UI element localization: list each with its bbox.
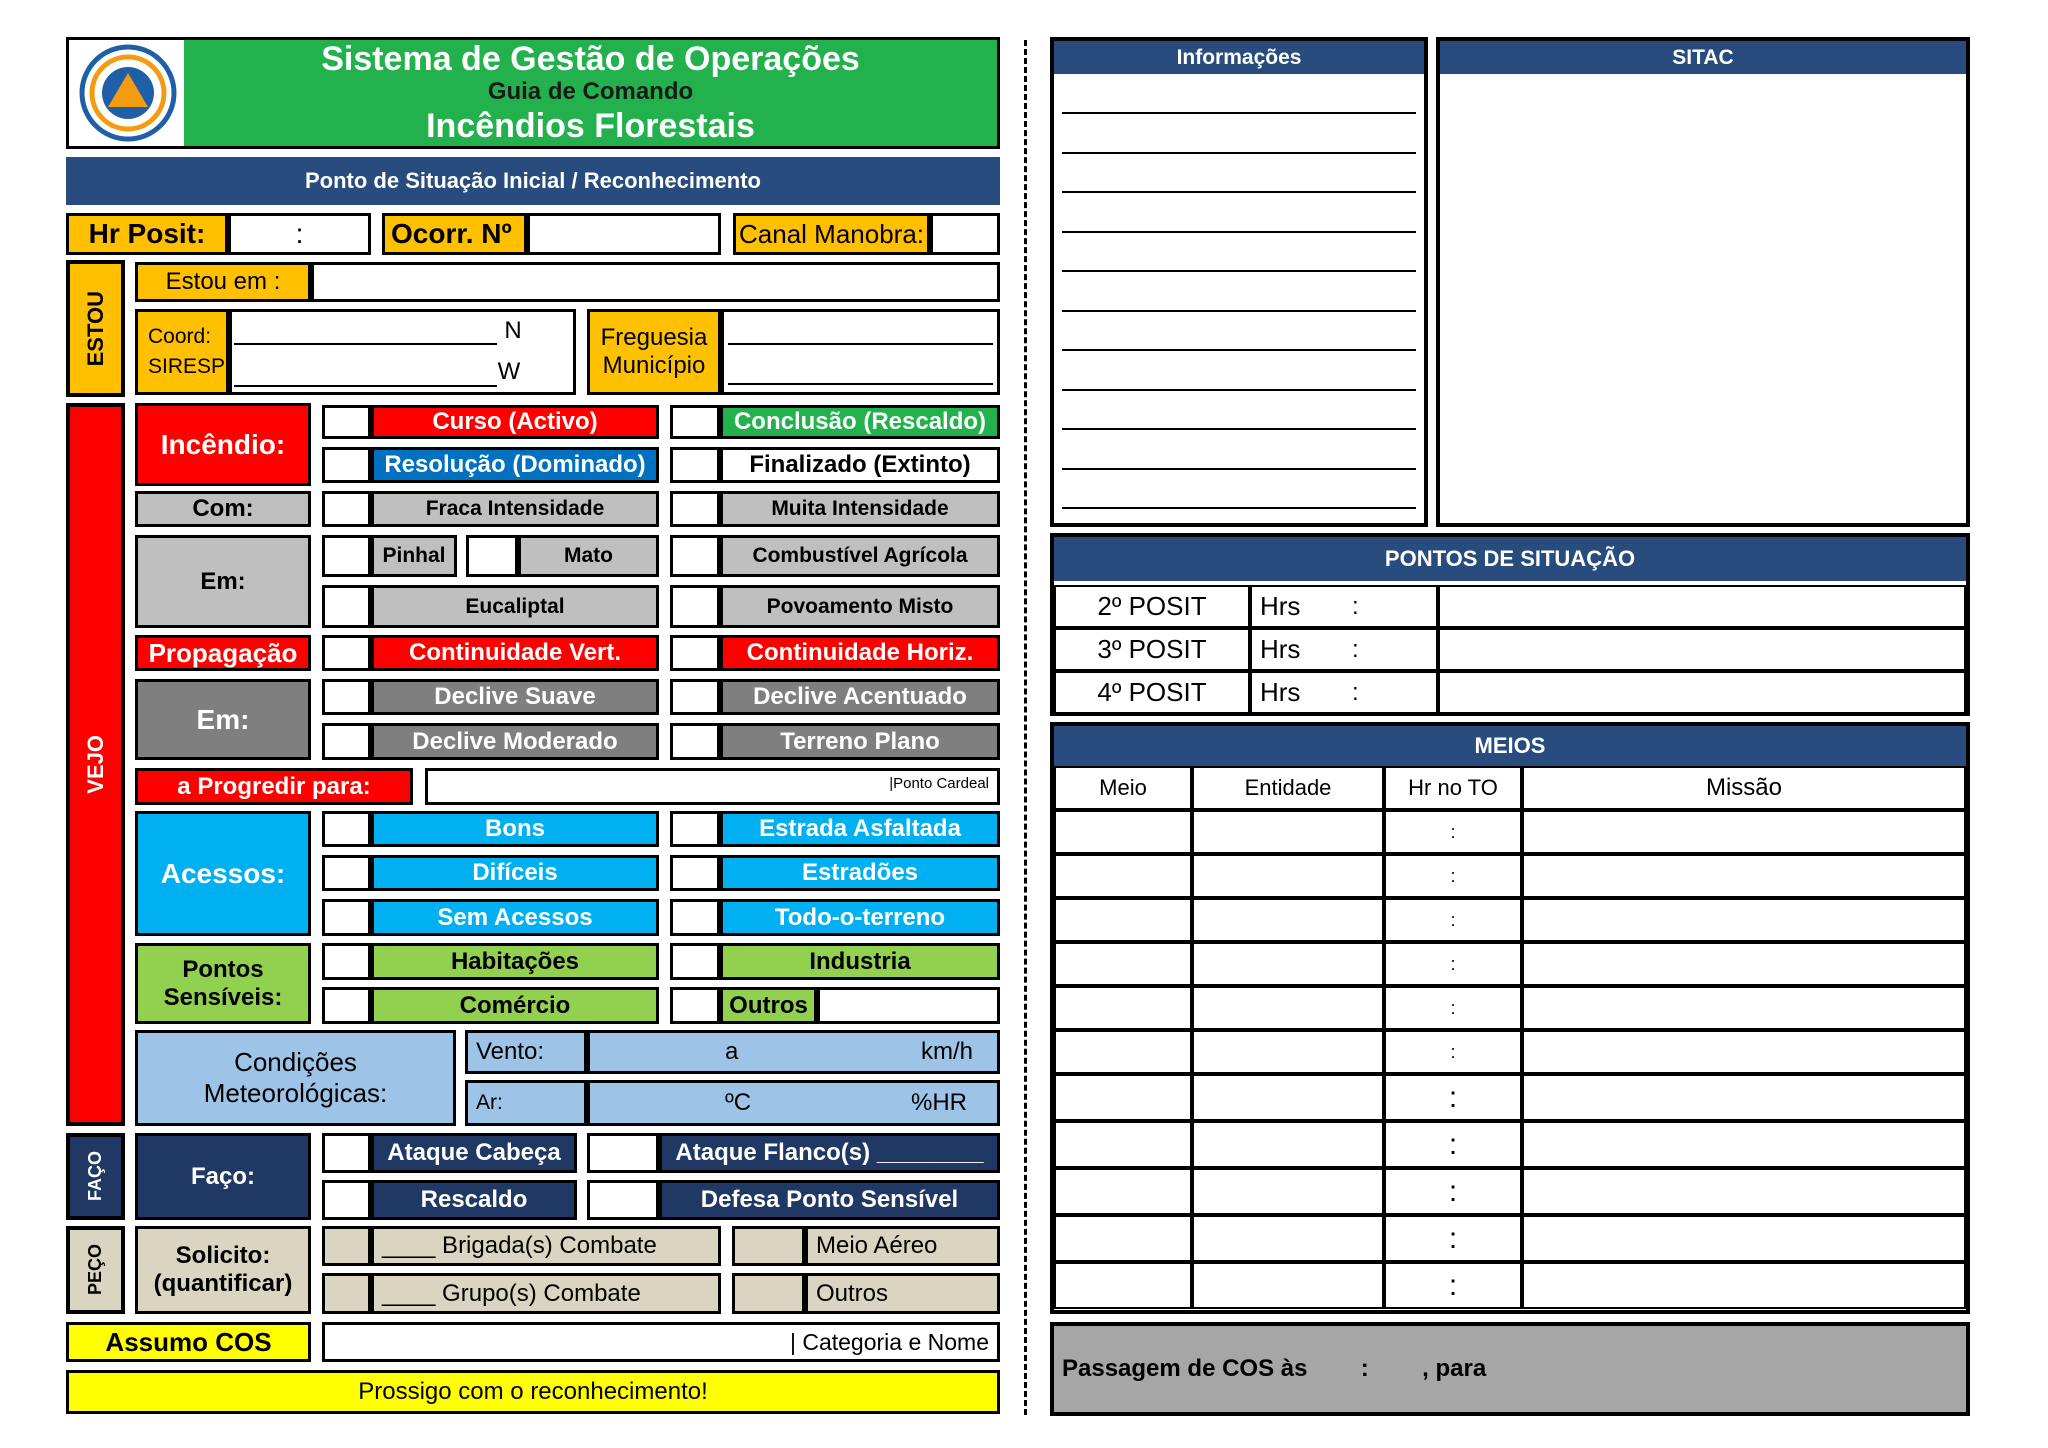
siresp-label: SIRESP <box>148 355 226 378</box>
sitac-header: SITAC <box>1440 41 1966 74</box>
meio-aereo-option[interactable]: Meio Aéreo <box>805 1226 1000 1266</box>
muita-checkbox[interactable] <box>670 491 720 527</box>
meios-cell[interactable] <box>1522 898 1966 942</box>
ar-label: Ar: <box>465 1080 587 1126</box>
freguesia-label: Freguesia <box>600 324 708 351</box>
info-line[interactable] <box>1062 468 1416 470</box>
posit-hrs-cell[interactable] <box>1250 671 1438 714</box>
meios-cell[interactable] <box>1192 854 1384 898</box>
meios-cell[interactable] <box>1522 1262 1966 1309</box>
estou-em-input[interactable] <box>311 262 1000 302</box>
ataque-cabeca-checkbox[interactable] <box>322 1133 371 1173</box>
combustivel-checkbox[interactable] <box>670 535 720 577</box>
posit-time-sep: : <box>1352 592 1359 620</box>
categoria-hint: | Categoria e Nome <box>789 1328 989 1355</box>
conclusao-option[interactable]: Conclusão (Rescaldo) <box>720 405 1000 439</box>
combustivel-option[interactable]: Combustível Agrícola <box>720 535 1000 577</box>
meio-aereo-checkbox[interactable] <box>732 1226 805 1266</box>
grupos-option[interactable]: ____ Grupo(s) Combate <box>371 1273 721 1314</box>
estou-em-label: Estou em : <box>135 262 311 302</box>
sem-acessos-option[interactable]: Sem Acessos <box>371 899 659 936</box>
info-line[interactable] <box>1062 231 1416 233</box>
terreno-plano-checkbox[interactable] <box>670 723 720 760</box>
eucaliptal-checkbox[interactable] <box>322 585 371 628</box>
propagacao-label: Propagação <box>135 635 311 671</box>
meios-time-cell[interactable]: : <box>1384 1121 1522 1168</box>
meios-cell[interactable] <box>1054 986 1192 1030</box>
comercio-option[interactable]: Comércio <box>371 987 659 1024</box>
prossigo-bar: Prossigo com o reconhecimento! <box>66 1370 1000 1414</box>
meios-col-header: Meio <box>1054 766 1192 810</box>
mato-checkbox[interactable] <box>466 535 518 577</box>
pinhal-option[interactable]: Pinhal <box>371 535 457 577</box>
meios-time-cell[interactable]: : <box>1384 1030 1522 1074</box>
resolucao-option[interactable]: Resolução (Dominado) <box>371 447 659 483</box>
meios-cell[interactable] <box>1192 986 1384 1030</box>
coord-label-box <box>135 309 229 395</box>
estrada-checkbox[interactable] <box>670 811 720 847</box>
todo-terreno-checkbox[interactable] <box>670 899 720 936</box>
page-title: Sistema de Gestão de Operações <box>321 40 860 78</box>
meios-cell[interactable] <box>1522 1030 1966 1074</box>
meios-cell[interactable] <box>1522 854 1966 898</box>
meios-time-cell[interactable]: : <box>1384 942 1522 986</box>
vento-kmh: km/h <box>920 1038 973 1065</box>
posit-time-sep: : <box>1352 678 1359 706</box>
informacoes-header: Informações <box>1054 41 1424 74</box>
meios-cell[interactable] <box>1522 1215 1966 1262</box>
vento-input[interactable] <box>587 1030 1000 1074</box>
meios-cell[interactable] <box>1522 942 1966 986</box>
page-subject: Incêndios Florestais <box>426 107 755 145</box>
cont-vert-option[interactable]: Continuidade Vert. <box>371 635 659 671</box>
incendio-label: Incêndio: <box>135 403 311 486</box>
industria-checkbox[interactable] <box>670 943 720 980</box>
info-line[interactable] <box>1062 310 1416 312</box>
ataque-cabeca-option[interactable]: Ataque Cabeça <box>371 1133 577 1173</box>
pinhal-checkbox[interactable] <box>322 535 371 577</box>
page-divider <box>1024 40 1027 1415</box>
declive-acentuado-option[interactable]: Declive Acentuado <box>720 679 1000 715</box>
meios-col-header: Entidade <box>1192 766 1384 810</box>
canal-label: Canal Manobra: <box>733 213 930 255</box>
estou-tab-label: ESTOU <box>82 290 108 367</box>
meios-cell[interactable] <box>1192 1262 1384 1309</box>
vejo-tab-label: VEJO <box>82 735 108 794</box>
fraca-checkbox[interactable] <box>322 491 371 527</box>
posit-label: 2º POSIT <box>1054 585 1250 628</box>
meios-time-cell[interactable]: : <box>1384 810 1522 854</box>
info-line[interactable] <box>1062 152 1416 154</box>
meios-cell[interactable] <box>1522 1121 1966 1168</box>
meios-cell[interactable] <box>1054 898 1192 942</box>
meios-cell[interactable] <box>1054 854 1192 898</box>
declive-moderado-checkbox[interactable] <box>322 723 371 760</box>
hr-posit-input[interactable]: : <box>228 213 371 255</box>
meios-cell[interactable] <box>1522 986 1966 1030</box>
categoria-input[interactable] <box>322 1322 1000 1362</box>
declive-suave-option[interactable]: Declive Suave <box>371 679 659 715</box>
posit-hrs-cell[interactable] <box>1250 585 1438 628</box>
posit-notes[interactable] <box>1438 671 1966 714</box>
faco-tab <box>66 1133 125 1220</box>
com-label: Com: <box>135 491 311 527</box>
industria-option[interactable]: Industria <box>720 943 1000 980</box>
info-line[interactable] <box>1062 191 1416 193</box>
conclusao-checkbox[interactable] <box>670 405 720 439</box>
meios-time-cell[interactable]: : <box>1384 1215 1522 1262</box>
meios-cell[interactable] <box>1192 810 1384 854</box>
freguesia-label-box <box>587 309 721 395</box>
bons-checkbox[interactable] <box>322 811 371 847</box>
meios-cell[interactable] <box>1054 1121 1192 1168</box>
meios-time-cell[interactable]: : <box>1384 854 1522 898</box>
curso-checkbox[interactable] <box>322 405 371 439</box>
posit-hrs: Hrs <box>1260 634 1301 664</box>
povoamento-checkbox[interactable] <box>670 585 720 628</box>
condicoes-line1: Condições <box>234 1047 357 1077</box>
civil-protection-logo-icon <box>78 43 178 143</box>
posit-label: 3º POSIT <box>1054 628 1250 671</box>
meios-header: MEIOS <box>1054 726 1966 766</box>
info-line[interactable] <box>1062 389 1416 391</box>
ar-input[interactable] <box>587 1080 1000 1126</box>
fraca-option[interactable]: Fraca Intensidade <box>371 491 659 527</box>
finalizado-checkbox[interactable] <box>670 447 720 483</box>
declive-acentuado-checkbox[interactable] <box>670 679 720 715</box>
meios-cell[interactable] <box>1192 1168 1384 1215</box>
defesa-option[interactable]: Defesa Ponto Sensível <box>659 1180 1000 1220</box>
terreno-plano-option[interactable]: Terreno Plano <box>720 723 1000 760</box>
rescaldo-option[interactable]: Rescaldo <box>371 1180 577 1220</box>
declive-suave-checkbox[interactable] <box>322 679 371 715</box>
pontos-situacao-header: PONTOS DE SITUAÇÃO <box>1054 537 1966 581</box>
em-terrain-label: Em: <box>135 679 311 760</box>
brigadas-checkbox[interactable] <box>322 1226 371 1266</box>
cont-horiz-checkbox[interactable] <box>670 635 720 671</box>
posit-notes[interactable] <box>1438 628 1966 671</box>
logo <box>72 42 184 144</box>
grupos-checkbox[interactable] <box>322 1273 371 1314</box>
posit-hrs-cell[interactable] <box>1250 628 1438 671</box>
acessos-label: Acessos: <box>135 811 311 936</box>
pontos-label: Pontos <box>182 955 264 983</box>
outros-option[interactable]: Outros <box>720 987 817 1024</box>
canal-input[interactable] <box>930 213 1000 255</box>
coord-label: Coord: <box>148 325 212 348</box>
meios-cell[interactable] <box>1522 810 1966 854</box>
ataque-flanco-checkbox[interactable] <box>587 1133 659 1173</box>
povoamento-option[interactable]: Povoamento Misto <box>720 585 1000 628</box>
habitacoes-checkbox[interactable] <box>322 943 371 980</box>
meios-cell[interactable] <box>1192 898 1384 942</box>
informacoes-panel <box>1050 37 1428 527</box>
info-line[interactable] <box>1062 349 1416 351</box>
coord-n: N <box>504 317 522 344</box>
peco-tab <box>66 1226 125 1314</box>
estradoes-option[interactable]: Estradões <box>720 855 1000 891</box>
estou-tab <box>66 260 125 397</box>
meios-time-cell[interactable]: : <box>1384 1262 1522 1309</box>
faco-label: Faço: <box>135 1133 311 1220</box>
meios-cell[interactable] <box>1054 942 1192 986</box>
meios-cell[interactable] <box>1192 1215 1384 1262</box>
meios-cell[interactable] <box>1192 1030 1384 1074</box>
posit-time-sep: : <box>1352 635 1359 663</box>
solicito-label <box>135 1226 311 1314</box>
pontos-sensiveis-label <box>135 943 311 1024</box>
solicito-line2: (quantificar) <box>153 1270 293 1297</box>
ar-hr: %HR <box>910 1089 967 1116</box>
cont-horiz-option[interactable]: Continuidade Horiz. <box>720 635 1000 671</box>
peco-outros-option[interactable]: Outros <box>805 1273 1000 1314</box>
mato-option[interactable]: Mato <box>518 535 659 577</box>
condicoes-line2: Meteorológicas: <box>203 1078 388 1108</box>
sitac-panel[interactable] <box>1436 37 1970 527</box>
info-line[interactable] <box>1062 428 1416 430</box>
meios-cell[interactable] <box>1192 942 1384 986</box>
dificeis-option[interactable]: Difíceis <box>371 855 659 891</box>
hr-posit-label: Hr Posit: <box>66 213 228 255</box>
meios-col-header: Missão <box>1522 766 1966 810</box>
brigadas-option[interactable]: ____ Brigada(s) Combate <box>371 1226 721 1266</box>
estrada-option[interactable]: Estrada Asfaltada <box>720 811 1000 847</box>
section-bar: Ponto de Situação Inicial / Reconhecimento <box>66 157 1000 205</box>
outros-input[interactable] <box>817 987 1000 1024</box>
meios-cell[interactable] <box>1054 1074 1192 1121</box>
outros-checkbox[interactable] <box>670 987 720 1024</box>
finalizado-option[interactable]: Finalizado (Extinto) <box>720 447 1000 483</box>
declive-moderado-option[interactable]: Declive Moderado <box>371 723 659 760</box>
meios-cell[interactable] <box>1054 1168 1192 1215</box>
info-line[interactable] <box>1062 507 1416 509</box>
meios-cell[interactable] <box>1054 1262 1192 1309</box>
meios-time-cell[interactable]: : <box>1384 1074 1522 1121</box>
posit-hrs: Hrs <box>1260 677 1301 707</box>
eucaliptal-option[interactable]: Eucaliptal <box>371 585 659 628</box>
page-subtitle: Guia de Comando <box>487 78 694 105</box>
meios-cell[interactable] <box>1054 1215 1192 1262</box>
municipio-label: Município <box>602 352 706 379</box>
vejo-tab <box>66 403 125 1126</box>
ocorr-input[interactable] <box>527 213 721 255</box>
rescaldo-checkbox[interactable] <box>322 1180 371 1220</box>
muita-option[interactable]: Muita Intensidade <box>720 491 1000 527</box>
meios-cell[interactable] <box>1522 1074 1966 1121</box>
progredir-label: a Progredir para: <box>135 768 413 805</box>
estradoes-checkbox[interactable] <box>670 855 720 891</box>
cont-vert-checkbox[interactable] <box>322 635 371 671</box>
ocorr-label: Ocorr. Nº <box>382 213 527 255</box>
sensiveis-label: Sensíveis: <box>163 983 283 1011</box>
meios-cell[interactable] <box>1192 1074 1384 1121</box>
meios-cell[interactable] <box>1054 1030 1192 1074</box>
posit-notes[interactable] <box>1438 585 1966 628</box>
info-line[interactable] <box>1062 270 1416 272</box>
meios-cell[interactable] <box>1054 810 1192 854</box>
coord-w: W <box>497 358 521 385</box>
dificeis-checkbox[interactable] <box>322 855 371 891</box>
posit-hrs: Hrs <box>1260 591 1301 621</box>
sem-acessos-checkbox[interactable] <box>322 899 371 936</box>
comercio-checkbox[interactable] <box>322 987 371 1024</box>
meios-cell[interactable] <box>1192 1121 1384 1168</box>
peco-tab-label: PEÇO <box>85 1244 105 1296</box>
curso-option[interactable]: Curso (Activo) <box>371 405 659 439</box>
solicito-line1: Solicito: <box>175 1242 271 1269</box>
em-label: Em: <box>135 535 311 628</box>
ar-celsius: ºC <box>725 1089 752 1116</box>
defesa-checkbox[interactable] <box>587 1180 659 1220</box>
passagem-cos-bar[interactable]: Passagem de COS às : , para <box>1050 1322 1970 1416</box>
faco-tab-label: FAÇO <box>85 1151 105 1202</box>
habitacoes-option[interactable]: Habitações <box>371 943 659 980</box>
header-green <box>184 40 997 146</box>
progredir-input[interactable] <box>425 768 1000 805</box>
vento-label: Vento: <box>465 1030 587 1074</box>
condicoes-label <box>135 1030 456 1126</box>
meios-time-cell[interactable]: : <box>1384 1168 1522 1215</box>
meios-time-cell[interactable]: : <box>1384 986 1522 1030</box>
todo-terreno-option[interactable]: Todo-o-terreno <box>720 899 1000 936</box>
info-line[interactable] <box>1062 112 1416 114</box>
meios-time-cell[interactable]: : <box>1384 898 1522 942</box>
resolucao-checkbox[interactable] <box>322 447 371 483</box>
assumo-cos-label: Assumo COS <box>66 1322 311 1362</box>
meios-cell[interactable] <box>1522 1168 1966 1215</box>
ponto-cardeal-hint: |Ponto Cardeal <box>889 775 989 792</box>
bons-option[interactable]: Bons <box>371 811 659 847</box>
peco-outros-checkbox[interactable] <box>732 1273 805 1314</box>
meios-col-header: Hr no TO <box>1384 766 1522 810</box>
posit-label: 4º POSIT <box>1054 671 1250 714</box>
ataque-flanco-option[interactable]: Ataque Flanco(s) ________ <box>659 1133 1000 1173</box>
vento-a: a <box>725 1038 739 1065</box>
